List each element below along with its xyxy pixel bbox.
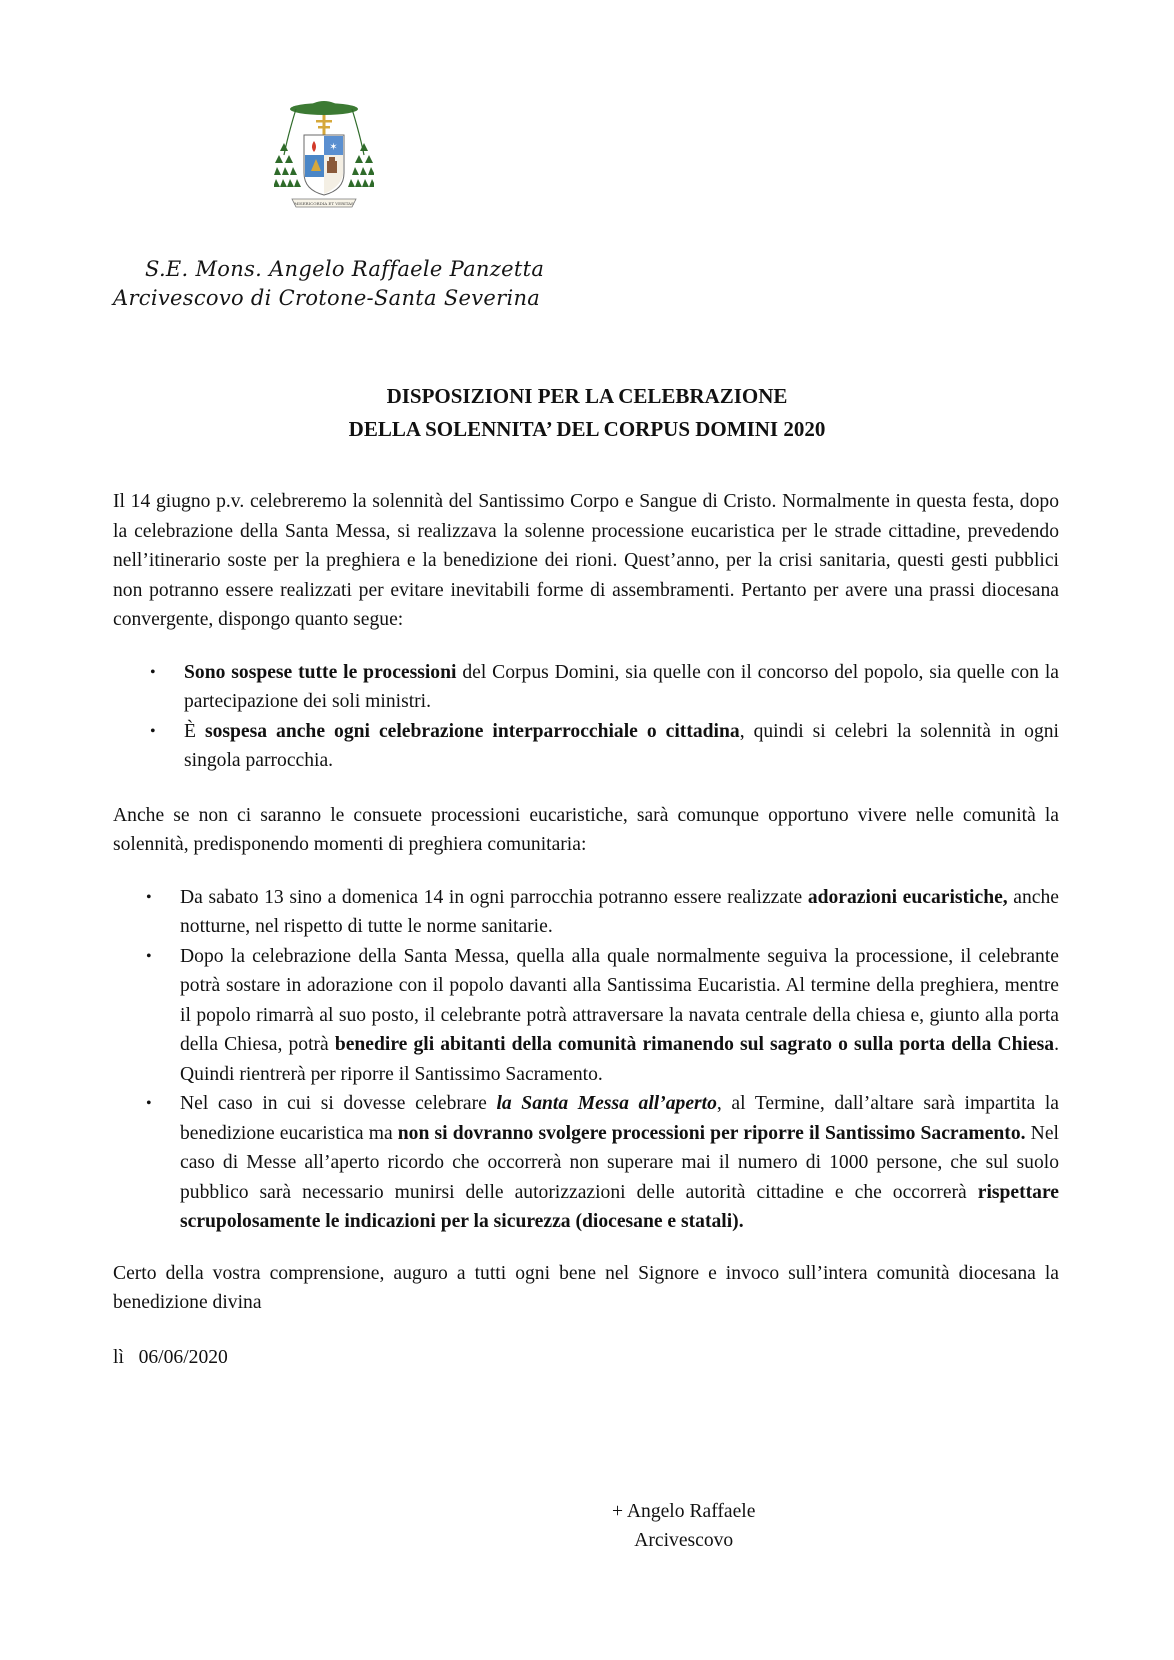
bullet-icon: • [150,663,156,681]
svg-text:✶: ✶ [329,142,338,153]
sender-block [113,255,544,313]
list-item: • Da sabato 13 sino a domenica 14 in ogni parrocchia potranno essere realizzate adorazioni eucaristiche, anche notturne, nel rispetto di tutte le norme sanitarie. [180,883,1059,942]
prayer-moments-list [113,883,1059,1237]
svg-text:MISERICORDIA ET VERITAS: MISERICORDIA ET VERITAS [294,201,354,206]
bullet-icon: • [146,947,152,965]
bullet-icon: • [146,888,152,906]
list-item: • È sospesa anche ogni celebrazione interparrocchiale o cittadina, quindi si celebri la solennità in ogni singola parrocchia. [184,717,1059,776]
bullet-icon: • [150,722,156,740]
title-line-1: DISPOSIZIONI PER LA CELEBRAZIONE [386,384,788,408]
signature-block [612,1497,755,1555]
middle-paragraph: Anche se non ci saranno le consuete processioni eucaristiche, sarà comunque opportuno vivere nelle comunità la solennità, predisponendo momenti di preghiera comunitaria: [113,804,1059,855]
list-item: • Dopo la celebrazione della Santa Messa, quella alla quale normalmente seguiva la processione, il celebrante potrà sostare in adorazione con il popolo davanti alla Santissima Eucaristia. Al termine della preghiera, mentre il popolo rimarrà al suo posto, il celebrante potrà attraversare la navata centrale della chiesa e, giunto alla porta della Chiesa, potrà benedire gli abitanti della comunità rimanendo sul sagrato o sulla porta della Chiesa. Quindi rientrerà per riporre il Santissimo Sacramento. [180,942,1059,1090]
sender-name: S.E. Mons. Angelo Raffaele Panzetta [145,257,545,281]
document-body [113,487,1059,1372]
closing-paragraph: Certo della vostra comprensione, auguro a tutti ogni bene nel Signore e invoco sull’intera comunità diocesana la benedizione divina [113,1262,1059,1313]
bullet-icon: • [146,1095,152,1112]
suspensions-list [113,658,1059,776]
date-line: lì 06/06/2020 [113,1346,228,1368]
coat-of-arms-icon [274,95,374,225]
title-line-2: DELLA SOLENNITA’ DEL CORPUS DOMINI 2020 [348,417,826,441]
list-item: • Sono sospese tutte le processioni del Corpus Domini, sia quelle con il concorso del popolo, sia quelle con la partecipazione dei soli ministri. [184,658,1059,717]
sender-role: Arcivescovo di Crotone-Santa Severina [113,286,541,310]
signature-role: Arcivescovo [634,1530,734,1551]
signature-name: + Angelo Raffaele [612,1501,756,1522]
intro-paragraph: Il 14 giugno p.v. celebreremo la solennità del Santissimo Corpo e Sangue di Cristo. Normalmente in questa festa, dopo la celebrazione della Santa Messa, si realizzava la solenne processione eucaristica per le strade cittadine, prevedendo nell’itinerario soste per la preghiera e la benedizione dei rioni. Quest’anno, per la crisi sanitaria, questi gesti pubblici non potranno essere realizzati per evitare inevitabili forme di assembramenti. Pertanto per avere una prassi diocesana convergente, dispongo quanto segue: [113,491,1059,630]
list-item: • Nel caso in cui si dovesse celebrare la Santa Messa all’aperto, al Termine, dall’altare sarà impartita la benedizione eucaristica ma non si dovranno svolgere processioni per riporre il Santissimo Sacramento. Nel caso di Messe all’aperto ricordo che occorrerà non superare mai il numero di 1000 persone, che sul suolo pubblico sarà necessario munirsi delle autorizzazioni delle autorità cittadine e che occorrerà rispettare scrupolosamente le indicazioni per la sicurezza (diocesane e statali). [180,1089,1059,1237]
document-title [0,380,1174,446]
